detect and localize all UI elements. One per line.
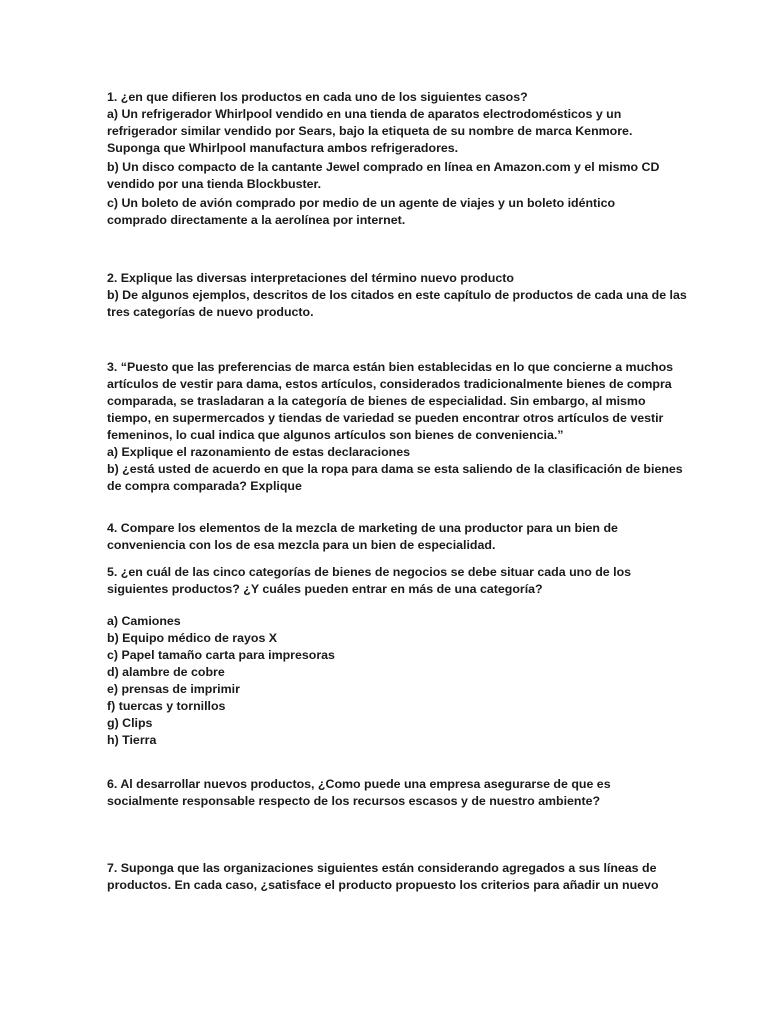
list-item: e) prensas de imprimir [107, 682, 240, 696]
question-3-text-line: de compra comparada? Explique [107, 479, 302, 493]
question-3-title: 3. “Puesto que las preferencias de marca están bien establecidas en lo que concierne a muchos [107, 360, 674, 374]
question-4-text-line: conveniencia con los de esa mezcla para un bien de especialidad. [107, 538, 496, 552]
list-item: g) Clips [107, 716, 153, 730]
question-1-text-line: a) Un refrigerador Whirlpool vendido en una tienda de aparatos electrodomésticos y un [107, 107, 622, 121]
question-6-title: 6. Al desarrollar nuevos productos, ¿Como puede una empresa asegurarse de que es [107, 777, 611, 791]
list-item: f) tuercas y tornillos [107, 699, 226, 713]
question-3-text-line: tiempo, en supermercados y tiendas de variedad se pueden encontrar otros artículos de vestir [107, 411, 664, 425]
question-1-text-line: refrigerador similar vendido por Sears, bajo la etiqueta de su nombre de marca Kenmore. [107, 124, 633, 138]
question-1-text-line: comprado directamente a la aerolínea por internet. [107, 213, 406, 227]
question-1-text-line: c) Un boleto de avión comprado por medio de un agente de viajes y un boleto idéntico [107, 196, 616, 210]
list-item: d) alambre de cobre [107, 665, 225, 679]
question-6-text-line: socialmente responsable respecto de los recursos escasos y de nuestro ambiente? [107, 794, 601, 808]
question-1-text-line: b) Un disco compacto de la cantante Jewel comprado en línea en Amazon.com y el mismo CD [107, 160, 660, 174]
question-3-text-line: comparada, se trasladaran a la categoría de bienes de especialidad. Sin embargo, al mismo [107, 394, 646, 408]
list-item: h) Tierra [107, 733, 157, 747]
question-1-text-line: Suponga que Whirlpool manufactura ambos refrigeradores. [107, 141, 459, 155]
question-3-text-line: b) ¿está usted de acuerdo en que la ropa para dama se esta saliendo de la clasificación de bienes [107, 462, 683, 476]
question-2-text-line: b) De algunos ejemplos, descritos de los citados en este capítulo de productos de cada una de las [107, 288, 687, 302]
question-4-title: 4. Compare los elementos de la mezcla de marketing de una productor para un bien de [107, 521, 618, 535]
question-5-text-line: siguientes productos? ¿Y cuáles pueden entrar en más de una categoría? [107, 582, 543, 596]
question-2-title: 2. Explique las diversas interpretaciones del término nuevo producto [107, 271, 514, 285]
question-1-title: 1. ¿en que difieren los productos en cada uno de los siguientes casos? [107, 90, 528, 104]
question-1-text-line: vendido por una tienda Blockbuster. [107, 177, 322, 191]
list-item: c) Papel tamaño carta para impresoras [107, 648, 335, 662]
question-2-text-line: tres categorías de nuevo producto. [107, 305, 314, 319]
list-item: a) Camiones [107, 614, 181, 628]
question-7-text-line: productos. En cada caso, ¿satisface el producto propuesto los criterios para añadir un nuevo [107, 878, 659, 892]
question-3-text-line: a) Explique el razonamiento de estas declaraciones [107, 445, 410, 459]
question-3-text-line: artículos de vestir para dama, estos artículos, considerados tradicionalmente bienes de compra [107, 377, 672, 391]
question-7-title: 7. Suponga que las organizaciones siguientes están considerando agregados a sus líneas de [107, 861, 657, 875]
question-3-text-line: femeninos, lo cual indica que algunos artículos son bienes de conveniencia.” [107, 428, 564, 442]
question-5-title: 5. ¿en cuál de las cinco categorías de bienes de negocios se debe situar cada uno de los [107, 565, 632, 579]
list-item: b) Equipo médico de rayos X [107, 631, 278, 645]
